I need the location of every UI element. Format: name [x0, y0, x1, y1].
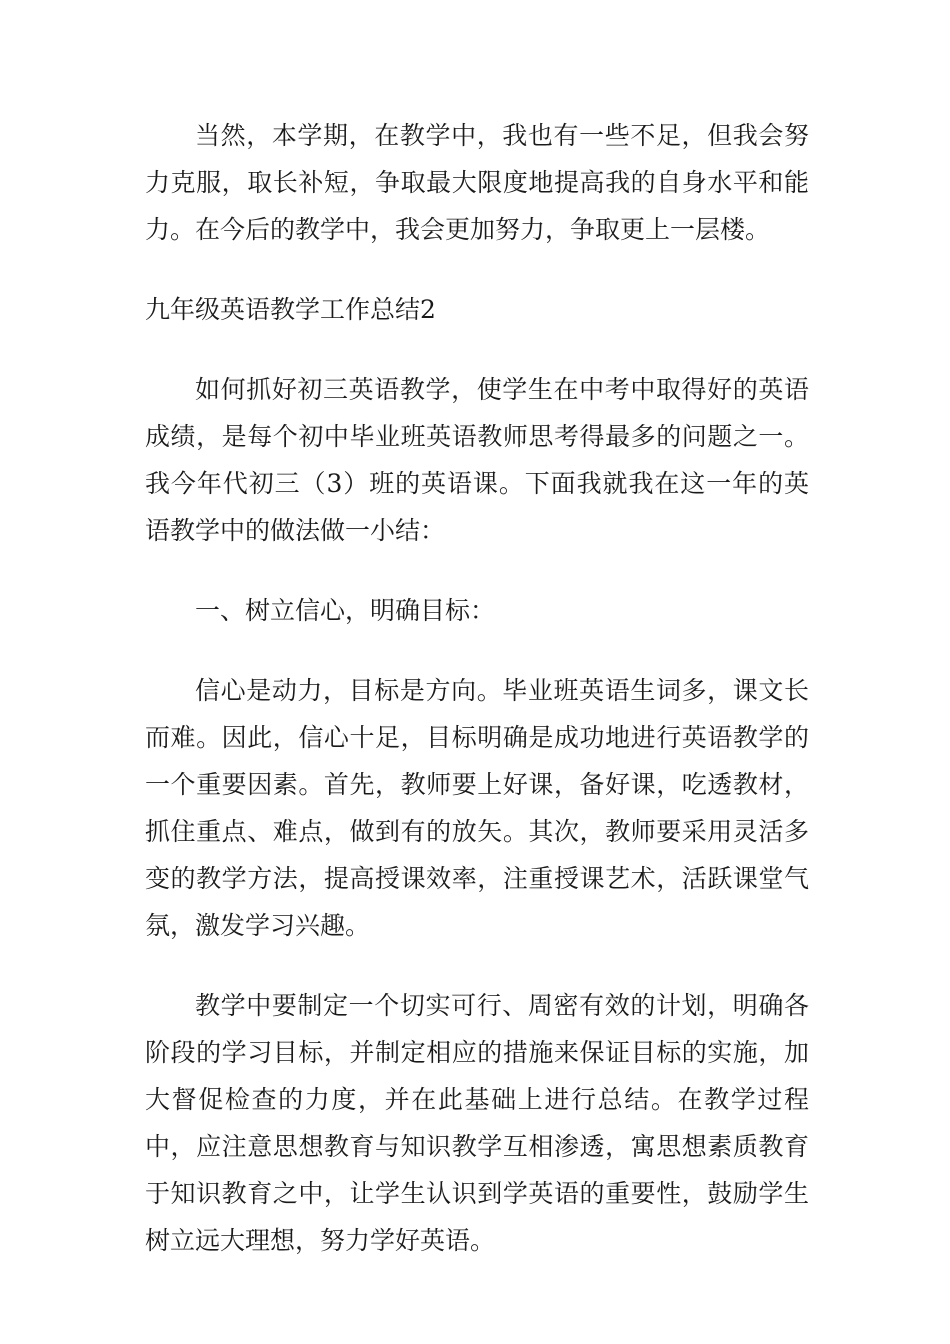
document-body [145, 112, 809, 1297]
paragraph-closing: 当然，本学期，在教学中，我也有一些不足，但我会努力克服，取长补短，争取最大限度地提高我的自身水平和能力。在今后的教学中，我会更加努力，争取更上一层楼。 [145, 121, 809, 244]
paragraph-confidence: 信心是动力，目标是方向。毕业班英语生词多，课文长而难。因此，信心十足，目标明确是成功地进行英语教学的一个重要因素。首先，教师要上好课，备好课，吃透教材，抓住重点、难点，做到有的放矢。其次，教师要采用灵活多变的教学方法，提高授课效率，注重授课艺术，活跃课堂气氛，激发学习兴趣。 [145, 676, 809, 940]
subheading-confidence-goals: 一、树立信心，明确目标： [195, 596, 496, 625]
paragraph-plan: 教学中要制定一个切实可行、周密有效的计划，明确各阶段的学习目标，并制定相应的措施来保证目标的实施，加大督促检查的力度，并在此基础上进行总结。在教学过程中，应注意思想教育与知识教学互相渗透，寓思想素质教育于知识教育之中，让学生认识到学英语的重要性，鼓励学生树立远大理想，努力学好英语。 [145, 991, 809, 1255]
paragraph-intro: 如何抓好初三英语教学，使学生在中考中取得好的英语成绩，是每个初中毕业班英语教师思考得最多的问题之一。我今年代初三（3）班的英语课。下面我就我在这一年的英语教学中的做法做一小结： [145, 375, 809, 545]
section-title: 九年级英语教学工作总结2 [145, 295, 436, 324]
